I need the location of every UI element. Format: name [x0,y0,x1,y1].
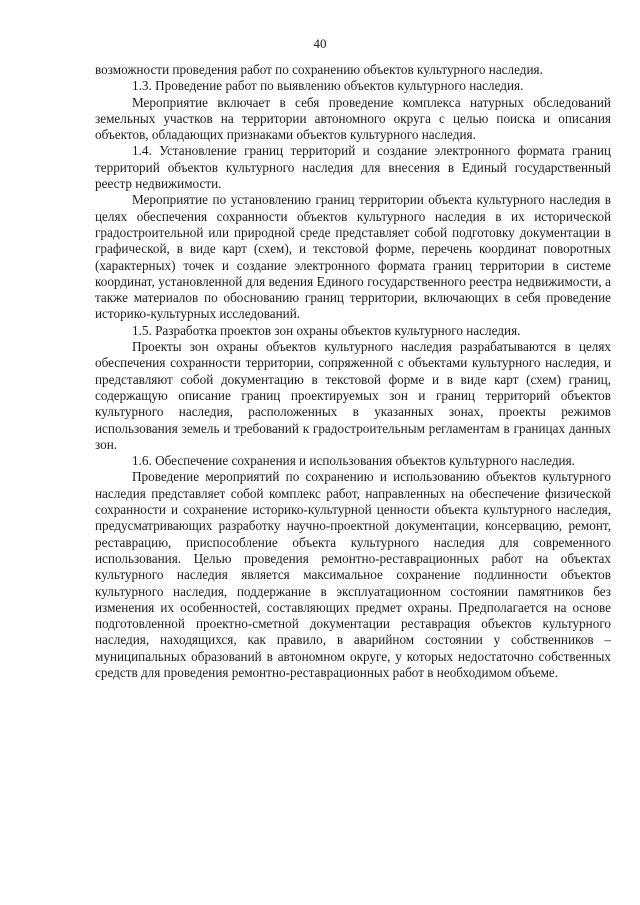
paragraph-continuation: возможности проведения работ по сохранению объектов культурного наследия. [95,62,543,77]
section-heading-1-6: 1.6. Обеспечение сохранения и использования объектов культурного наследия. [132,453,575,469]
page-number: 40 [313,36,327,51]
document-body [95,62,611,681]
paragraph-1-6-body: Проведение мероприятий по сохранению и использованию объектов культурного наследия представляет собой комплекс работ, направленных на обеспечение физической сохранности и сохранение историко-культурной ценности объекта культурного наследия, предусматривающих разработку научно-проектной документации, консервацию, ремонт, реставрацию, приспособление объекта культурного наследия для современного использования. Целью проведения ремонтно-реставрационных работ на объектах культурного наследия является максимальное сохранение подлинности объектов культурного наследия, поддержание в эксплуатационном состоянии памятников без изменения их особенностей, составляющих предмет охраны. Предполагается на основе подготовленной проектно-сметной документации реставрация объектов культурного наследия, находящихся, как правило, в аварийном состоянии у собственников – муниципальных образований в автономном округе, у которых недостаточно собственных средств для проведения ремонтно-реставрационных работ в необходимом объеме. [95,469,611,680]
paragraph-1-4-body: Мероприятие по установлению границ территории объекта культурного наследия в целях обеспечения сохранности объектов культурного наследия в их исторической градостроительной или природной среде представляет собой подготовку документации в графической, в виде карт (схем), и текстовой форме, перечень координат поворотных (характерных) точек и создание электронного формата границ территории в системе координат, установленной для ведения Единого государственного реестра недвижимости, а также материалов по обоснованию границ территории, включающих в себя проведение историко-культурных исследований. [95,192,611,322]
section-heading-1-3: 1.3. Проведение работ по выявлению объектов культурного наследия. [132,78,524,94]
paragraph-1-3-body: Мероприятие включает в себя проведение комплекса натурных обследований земельных участков на территории автономного округа с целью поиска и описания объектов, обладающих признаками объектов культурного наследия. [95,94,611,143]
section-heading-1-5: 1.5. Разработка проектов зон охраны объектов культурного наследия. [132,322,521,338]
section-heading-1-4: 1.4. Установление границ территорий и создание электронного формата границ территорий объектов культурного наследия для внесения в Единый государственный реестр недвижимости. [95,143,611,192]
paragraph-1-5-body: Проекты зон охраны объектов культурного наследия разрабатываются в целях обеспечения сохранности территории, сопряженной с объектами культурного наследия, и представляют собой документацию в текстовой форме и в виде карт (схем) границ, содержащую описание границ проектируемых зон и границ территорий объектов культурного наследия, расположенных в указанных зонах, проекты режимов использования земель и требований к градостроительным регламентам в границах данных зон. [95,339,611,452]
